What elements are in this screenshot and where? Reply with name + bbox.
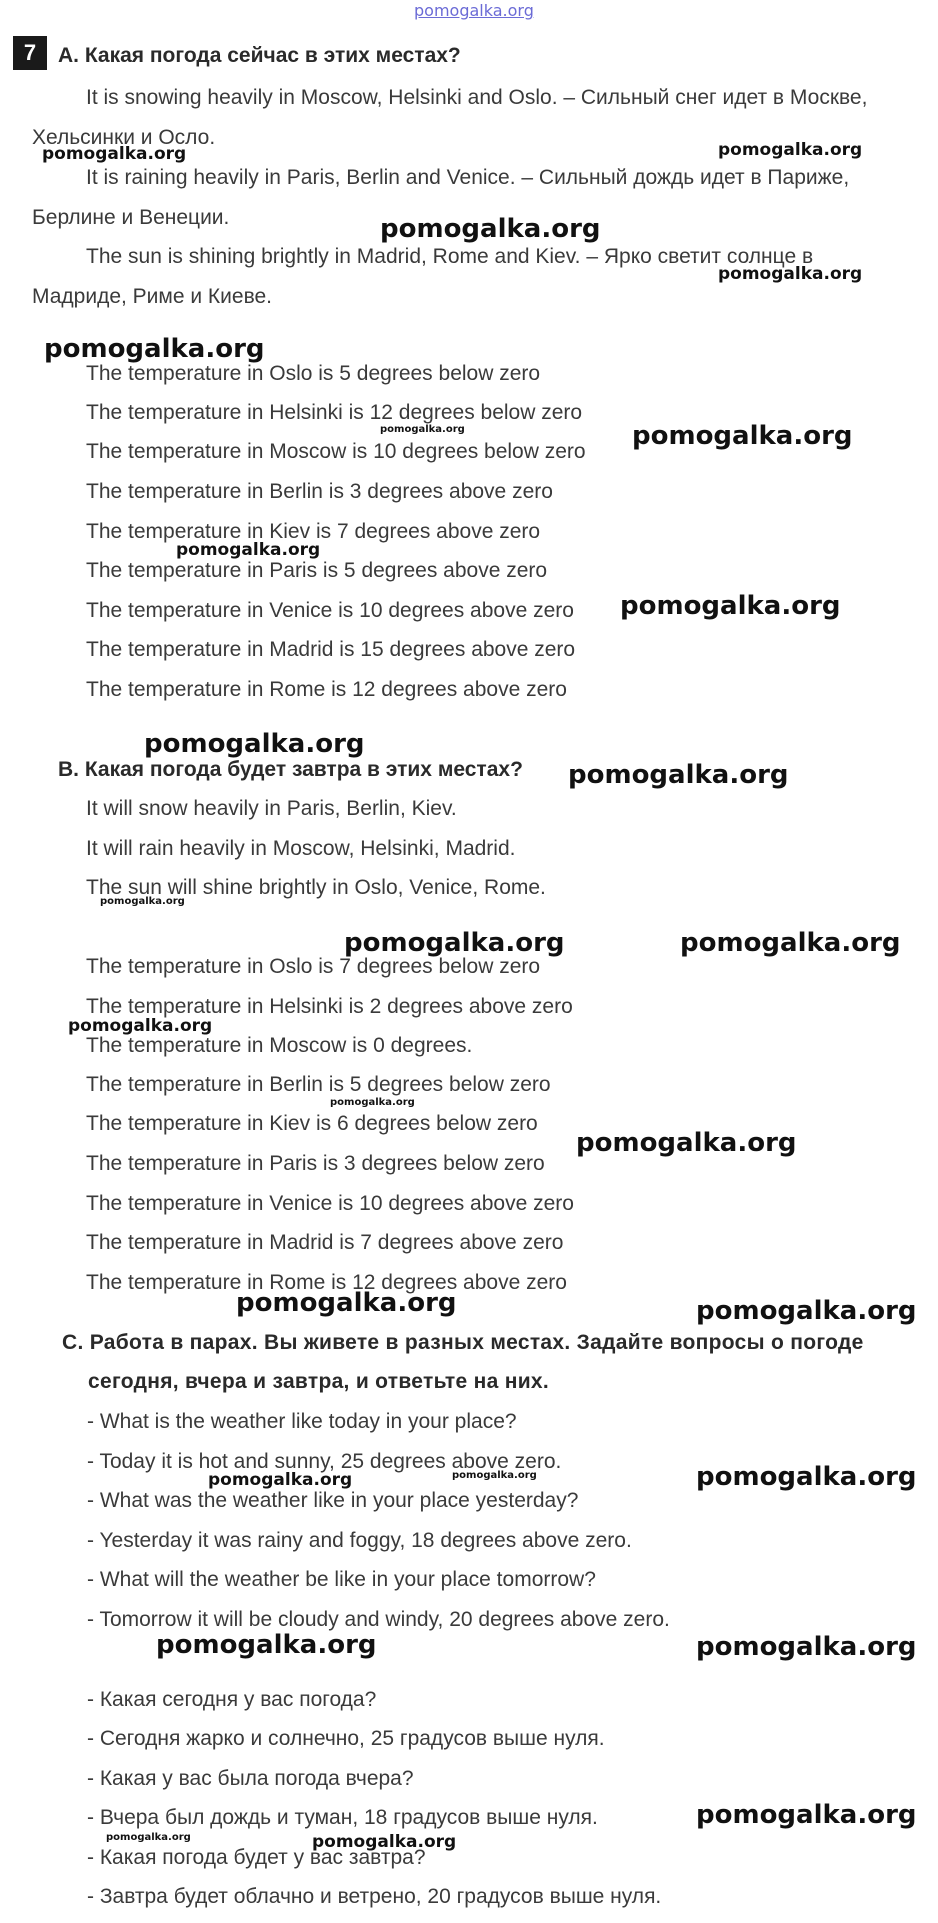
temperature-line: The temperature in Berlin is 5 degrees below zero bbox=[86, 1073, 551, 1096]
dialogue-line: - Сегодня жарко и солнечно, 25 градусов выше нуля. bbox=[87, 1727, 605, 1750]
temperature-line: The temperature in Paris is 3 degrees below zero bbox=[86, 1152, 545, 1175]
paragraph-line: The sun is shining brightly in Madrid, Rome and Kiev. – Ярко светит солнце в bbox=[86, 245, 814, 268]
watermark: pomogalka.org bbox=[718, 140, 863, 160]
exercise-number-badge: 7 bbox=[13, 36, 47, 70]
dialogue-line: - Вчера был дождь и туман, 18 градусов выше нуля. bbox=[87, 1806, 598, 1829]
watermark: pomogalka.org bbox=[696, 1800, 917, 1830]
watermark: pomogalka.org bbox=[68, 1016, 213, 1036]
watermark: pomogalka.org bbox=[312, 1832, 457, 1852]
watermark: pomogalka.org bbox=[144, 729, 365, 759]
dialogue-line: - Today it is hot and sunny, 25 degrees above zero. bbox=[87, 1450, 562, 1473]
watermark: pomogalka.org bbox=[718, 264, 863, 284]
watermark: pomogalka.org bbox=[344, 928, 565, 958]
forecast-line: The sun will shine brightly in Oslo, Venice, Rome. bbox=[86, 876, 546, 899]
watermark: pomogalka.org bbox=[696, 1632, 917, 1662]
watermark: pomogalka.org bbox=[330, 1097, 415, 1108]
watermark: pomogalka.org bbox=[452, 1470, 537, 1481]
watermark: pomogalka.org bbox=[236, 1288, 457, 1318]
watermark: pomogalka.org bbox=[380, 214, 601, 244]
paragraph-line: It is raining heavily in Paris, Berlin and Venice. – Сильный дождь идет в Париже, bbox=[86, 166, 850, 189]
dialogue-line: - What is the weather like today in your place? bbox=[87, 1410, 517, 1433]
paragraph-line: It is snowing heavily in Moscow, Helsinki and Oslo. – Сильный снег идет в Москве, bbox=[86, 86, 868, 109]
watermark: pomogalka.org bbox=[696, 1462, 917, 1492]
forecast-line: It will rain heavily in Moscow, Helsinki, Madrid. bbox=[86, 837, 516, 860]
temperature-line: The temperature in Kiev is 7 degrees above zero bbox=[86, 520, 541, 543]
temperature-line: The temperature in Paris is 5 degrees above zero bbox=[86, 559, 548, 582]
watermark: pomogalka.org bbox=[576, 1128, 797, 1158]
temperature-line: The temperature in Madrid is 7 degrees above zero bbox=[86, 1231, 564, 1254]
watermark: pomogalka.org bbox=[106, 1832, 191, 1843]
dialogue-line: - Завтра будет облачно и ветрено, 20 градусов выше нуля. bbox=[87, 1885, 662, 1908]
section-b-heading: B. Какая погода будет завтра в этих местах? bbox=[58, 758, 523, 781]
dialogue-line: - What will the weather be like in your place tomorrow? bbox=[87, 1568, 596, 1591]
temperature-line: The temperature in Helsinki is 12 degrees below zero bbox=[86, 401, 583, 424]
paragraph-line: Берлине и Венеции. bbox=[32, 206, 230, 229]
temperature-line: The temperature in Kiev is 6 degrees below zero bbox=[86, 1112, 538, 1135]
temperature-line: The temperature in Venice is 10 degrees above zero bbox=[86, 599, 574, 622]
dialogue-line: - Какая у вас была погода вчера? bbox=[87, 1767, 414, 1790]
paragraph-line: Мадриде, Риме и Киеве. bbox=[32, 285, 273, 308]
section-c-heading-continued: сегодня, вчера и завтра, и ответьте на них. bbox=[88, 1370, 550, 1393]
watermark: pomogalka.org bbox=[176, 540, 321, 560]
temperature-line: The temperature in Berlin is 3 degrees above zero bbox=[86, 480, 553, 503]
temperature-line: The temperature in Moscow is 0 degrees. bbox=[86, 1034, 473, 1057]
temperature-line: The temperature in Oslo is 5 degrees below zero bbox=[86, 362, 541, 385]
temperature-line: The temperature in Moscow is 10 degrees below zero bbox=[86, 440, 586, 463]
temperature-line: The temperature in Venice is 10 degrees above zero bbox=[86, 1192, 574, 1215]
temperature-line: The temperature in Rome is 12 degrees above zero bbox=[86, 678, 567, 701]
dialogue-line: - Какая погода будет у вас завтра? bbox=[87, 1846, 426, 1869]
watermark: pomogalka.org bbox=[696, 1296, 917, 1326]
temperature-line: The temperature in Madrid is 15 degrees above zero bbox=[86, 638, 576, 661]
section-c-heading: C. Работа в парах. Вы живете в разных местах. Задайте вопросы о погоде bbox=[62, 1331, 864, 1354]
watermark: pomogalka.org bbox=[620, 591, 841, 621]
watermark: pomogalka.org bbox=[100, 896, 185, 907]
watermark: pomogalka.org bbox=[380, 424, 465, 435]
watermark: pomogalka.org bbox=[680, 928, 901, 958]
watermark: pomogalka.org bbox=[42, 144, 187, 164]
watermark: pomogalka.org bbox=[632, 421, 853, 451]
dialogue-line: - Tomorrow it will be cloudy and windy, 20 degrees above zero. bbox=[87, 1608, 670, 1631]
dialogue-line: - What was the weather like in your place yesterday? bbox=[87, 1489, 579, 1512]
section-a-heading: A. Какая погода сейчас в этих местах? bbox=[58, 44, 461, 67]
watermark: pomogalka.org bbox=[568, 760, 789, 790]
dialogue-line: - Какая сегодня у вас погода? bbox=[87, 1688, 377, 1711]
watermark: pomogalka.org bbox=[44, 334, 265, 364]
watermark: pomogalka.org bbox=[156, 1630, 377, 1660]
watermark: pomogalka.org bbox=[208, 1470, 353, 1490]
temperature-line: The temperature in Helsinki is 2 degrees above zero bbox=[86, 995, 573, 1018]
temperature-line: The temperature in Rome is 12 degrees above zero bbox=[86, 1271, 567, 1294]
temperature-line: The temperature in Oslo is 7 degrees below zero bbox=[86, 955, 541, 978]
dialogue-line: - Yesterday it was rainy and foggy, 18 degrees above zero. bbox=[87, 1529, 632, 1552]
forecast-line: It will snow heavily in Paris, Berlin, Kiev. bbox=[86, 797, 457, 820]
top-site-link[interactable]: pomogalka.org bbox=[414, 1, 534, 20]
paragraph-line: Хельсинки и Осло. bbox=[32, 126, 216, 149]
